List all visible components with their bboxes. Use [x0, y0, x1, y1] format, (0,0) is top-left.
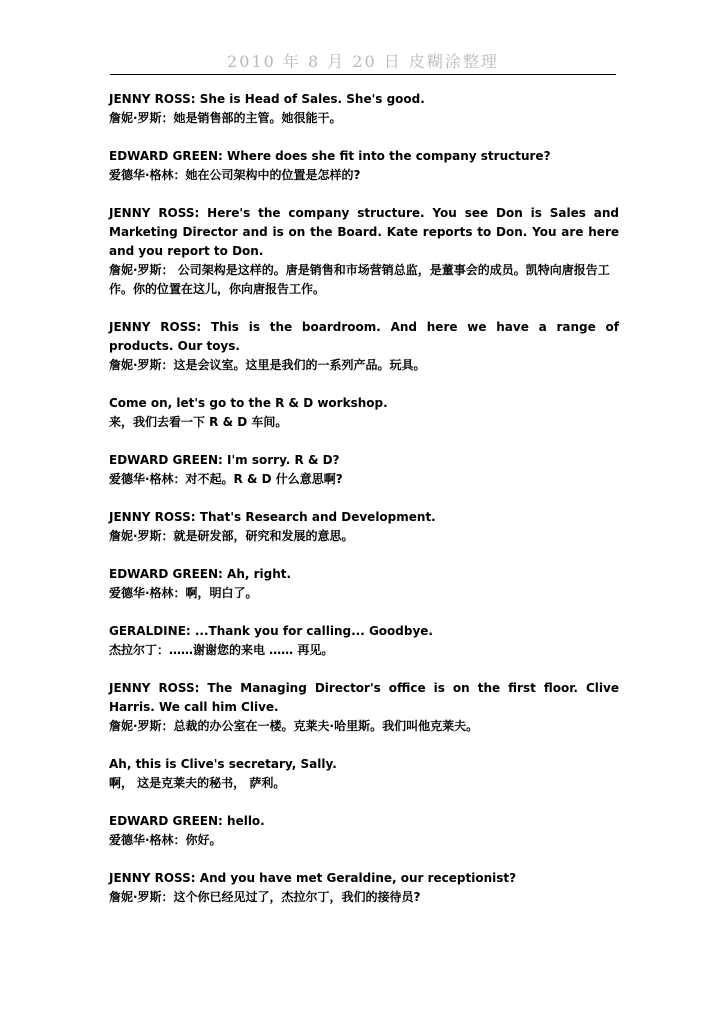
dialogue-block — [109, 508, 619, 546]
english-line: JENNY ROSS: That's Research and Development. — [109, 510, 436, 524]
dialogue-block — [109, 812, 619, 850]
page-header — [110, 52, 616, 75]
english-line: JENNY ROSS: And you have met Geraldine, our receptionist? — [109, 871, 517, 885]
chinese-line: 杰拉尔丁：……谢谢您的来电 …… 再见。 — [109, 643, 334, 657]
chinese-line: 詹妮·罗斯：总裁的办公室在一楼。克莱夫·哈里斯。我们叫他克莱夫。 — [109, 719, 479, 733]
dialogue-block — [109, 565, 619, 603]
dialogue-block — [109, 147, 619, 185]
chinese-line: 詹妮·罗斯： 公司架构是这样的。唐是销售和市场营销总监，是董事会的成员。凯特向唐报告工作。你的位置在这儿，你向唐报告工作。 — [109, 263, 610, 296]
english-line: JENNY ROSS: This is the boardroom. And here we have a range of products. Our toys. — [109, 320, 619, 353]
chinese-line: 詹妮·罗斯：她是销售部的主管。她很能干。 — [109, 111, 342, 125]
chinese-line: 爱德华·格林：你好。 — [109, 833, 222, 847]
chinese-line: 啊， 这是克莱夫的秘书， 萨利。 — [109, 776, 286, 790]
english-line: EDWARD GREEN: Ah, right. — [109, 567, 292, 581]
dialogue-block — [109, 755, 619, 793]
dialogue-block — [109, 679, 619, 736]
english-line: JENNY ROSS: She is Head of Sales. She's good. — [109, 92, 425, 106]
chinese-line: 詹妮·罗斯：这是会议室。这里是我们的一系列产品。玩具。 — [109, 358, 426, 372]
dialogue-block — [109, 90, 619, 128]
chinese-line: 詹妮·罗斯：这个你已经见过了，杰拉尔丁，我们的接待员? — [109, 890, 421, 904]
english-line: JENNY ROSS: The Managing Director's office is on the first floor. Clive Harris. We call him Clive. — [109, 681, 619, 714]
dialogue-block — [109, 869, 619, 907]
chinese-line: 爱德华·格林：对不起。R & D 什么意思啊? — [109, 472, 343, 486]
chinese-line: 来，我们去看一下 R & D 车间。 — [109, 415, 288, 429]
dialogue-block — [109, 451, 619, 489]
english-line: JENNY ROSS: Here's the company structure. You see Don is Sales and Marketing Director and is on the Board. Kate reports to Don. You are here and you report to Don. — [109, 206, 619, 258]
dialogue-block — [109, 394, 619, 432]
chinese-line: 爱德华·格林：她在公司架构中的位置是怎样的? — [109, 168, 361, 182]
dialogue-block — [109, 622, 619, 660]
dialogue-block — [109, 318, 619, 375]
english-line: EDWARD GREEN: Where does she fit into the company structure? — [109, 149, 551, 163]
english-line: Come on, let's go to the R & D workshop. — [109, 396, 388, 410]
english-line: EDWARD GREEN: I'm sorry. R & D? — [109, 453, 340, 467]
chinese-line: 詹妮·罗斯：就是研发部，研究和发展的意思。 — [109, 529, 354, 543]
english-line: GERALDINE: ...Thank you for calling... Goodbye. — [109, 624, 433, 638]
header-text: 2010 年 8 月 20 日 皮糊涂整理 — [227, 52, 499, 71]
english-line: EDWARD GREEN: hello. — [109, 814, 265, 828]
chinese-line: 爱德华·格林：啊，明白了。 — [109, 586, 258, 600]
document-body — [109, 90, 619, 926]
english-line: Ah, this is Clive's secretary, Sally. — [109, 757, 337, 771]
dialogue-block — [109, 204, 619, 299]
